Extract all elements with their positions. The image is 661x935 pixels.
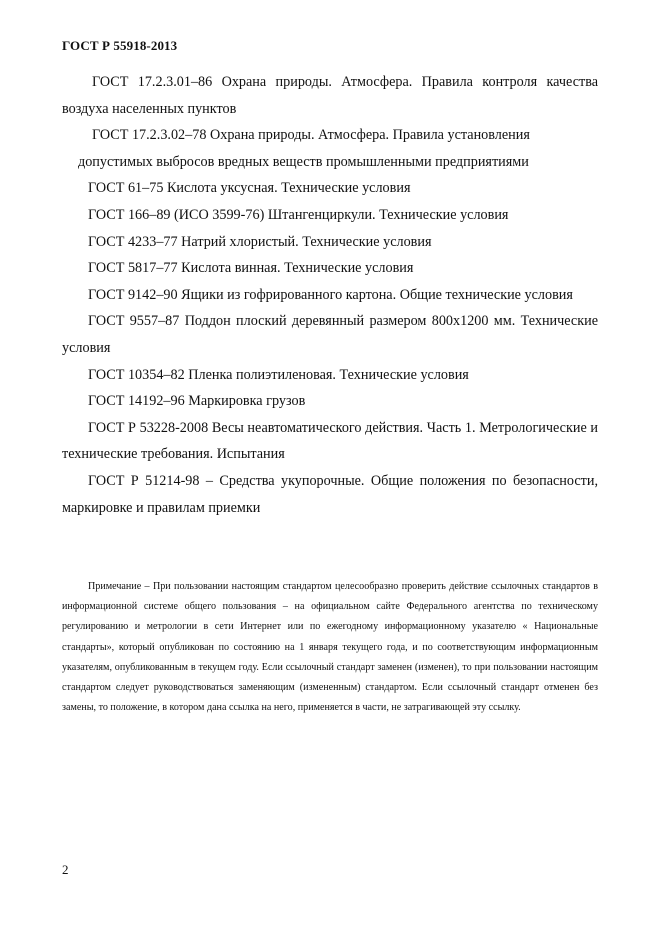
reference-item-gost-17-2-3-01: ГОСТ 17.2.3.01–86 Охрана природы. Атмосфера. Правила контроля качества воздуха населенных пунктов — [62, 74, 598, 117]
normative-references-list — [62, 69, 598, 521]
reference-item-gost-r-53228: ГОСТ Р 53228-2008 Весы неавтоматического действия. Часть 1. Метрологические и технические требования. Испытания — [62, 419, 598, 463]
reference-item-gost-14192: ГОСТ 14192–96 Маркировка грузов — [88, 393, 306, 410]
reference-item-gost-10354: ГОСТ 10354–82 Пленка полиэтиленовая. Технические условия — [88, 366, 469, 383]
reference-line-1: ГОСТ 17.2.3.02–78 Охрана природы. Атмосфера. Правила установления — [92, 127, 530, 144]
reference-item-gost-166: ГОСТ 166–89 (ИСО 3599-76) Штангенциркули. Технические условия — [88, 206, 509, 223]
reference-note: Примечание – При пользовании настоящим стандартом целесообразно проверить действие ссылочных стандартов в информационной системе общего пользования – на официальном сайте Федерального агентства по техническому регулированию и метрологии в сети Интернет или по ежегодному информационному указателю « Национальные стандарты», который опубликован по состоянию на 1 января текущего года, и по соответствующим информационным указателям, опубликованным в текущем году. Если ссылочный стандарт заменен (изменен), то при пользовании настоящим стандартом следует руководствоваться заменяющим (измененным) стандартом. Если ссылочный стандарт отменен без замены, то положение, в котором дана ссылка на него, применяется в части, не затрагивающей эту ссылку. — [62, 581, 598, 714]
reference-line-2: допустимых выбросов вредных веществ промышленными предприятиями — [78, 153, 529, 170]
reference-item-gost-5817: ГОСТ 5817–77 Кислота винная. Технические условия — [88, 260, 414, 277]
reference-item-gost-4233: ГОСТ 4233–77 Натрий хлористый. Технические условия — [88, 233, 432, 250]
reference-item-gost-17-2-3-02 — [62, 122, 598, 175]
reference-item-gost-9142: ГОСТ 9142–90 Ящики из гофрированного картона. Общие технические условия — [88, 286, 573, 303]
page-number: 2 — [62, 862, 69, 877]
reference-item-gost-9557: ГОСТ 9557–87 Поддон плоский деревянный размером 800х1200 мм. Технические условия — [62, 313, 598, 356]
reference-item-gost-61: ГОСТ 61–75 Кислота уксусная. Технические условия — [88, 180, 411, 197]
document-code-header: ГОСТ Р 55918-2013 — [62, 38, 178, 53]
reference-item-gost-r-51214: ГОСТ Р 51214-98 – Средства укупорочные. Общие положения по безопасности, маркировке и правилам приемки — [62, 472, 598, 516]
